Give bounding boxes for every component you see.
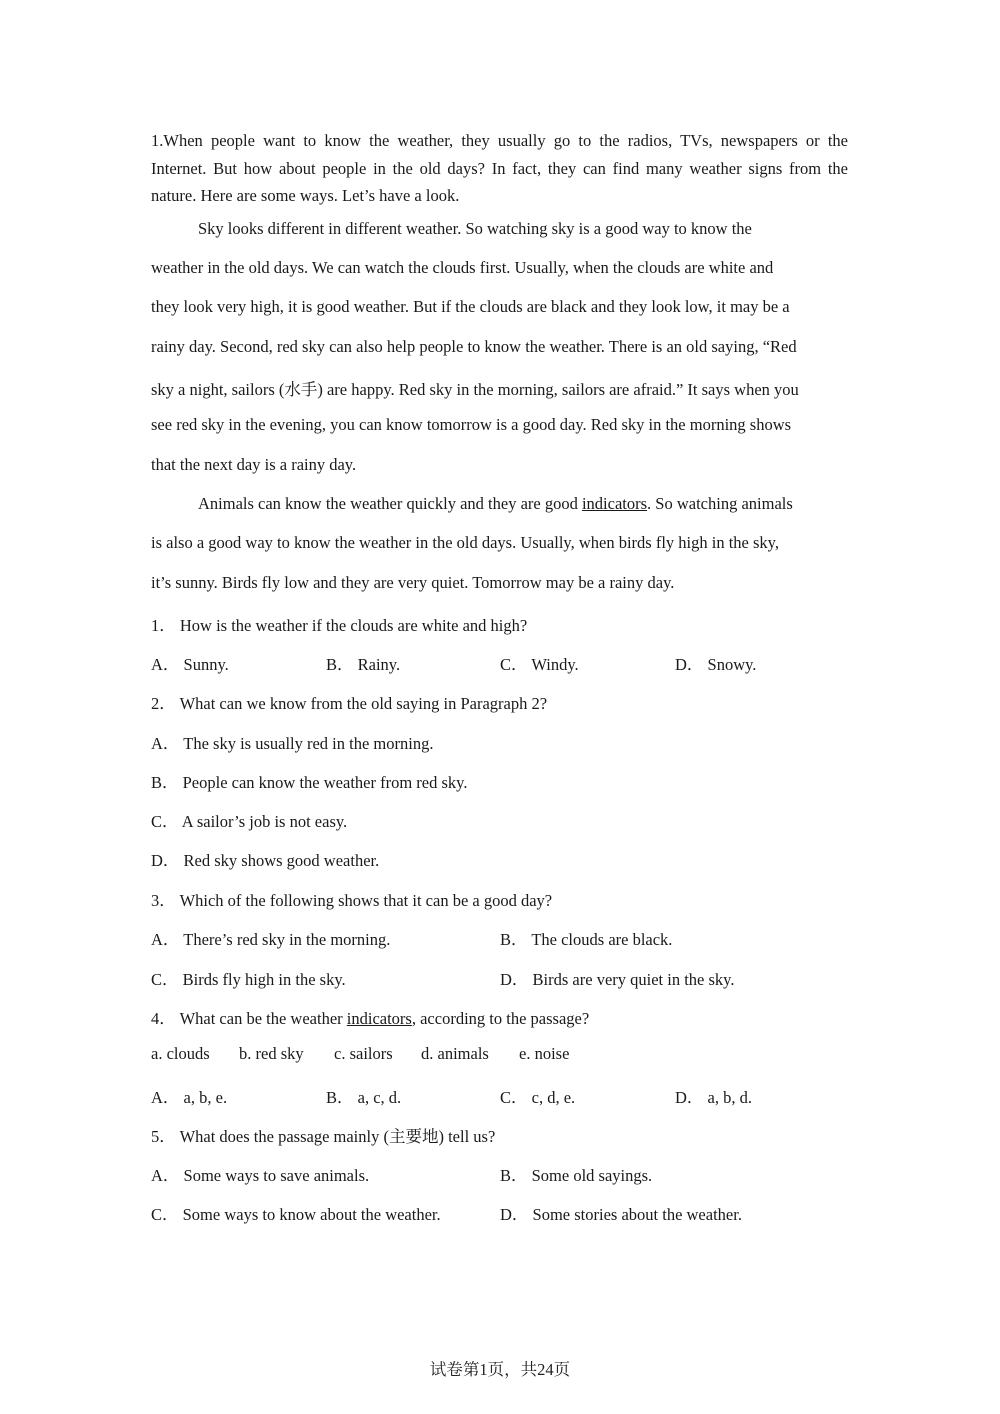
- passage-paragraph2-line: weather in the old days. We can watch the clouds first. Usually, when the clouds are white and: [151, 258, 774, 277]
- question-4-option-b[interactable]: B． a, c, d.: [326, 1088, 402, 1107]
- question-4-option-c[interactable]: C． c, d, e.: [500, 1088, 576, 1107]
- underlined-word-indicators: indicators: [346, 1009, 412, 1028]
- passage-intro-line: nature. Here are some ways. Let’s have a look.: [151, 186, 460, 205]
- passage-intro-line: 1.When people want to know the weather, they usually go to the radios, TVs, newspapers or the: [151, 131, 848, 150]
- question-5-option-b[interactable]: B． Some old sayings.: [500, 1166, 653, 1185]
- question-1-stem: 1． How is the weather if the clouds are white and high?: [151, 616, 528, 635]
- question-1-option-a[interactable]: A． Sunny.: [151, 655, 229, 674]
- question-4-stem: [151, 1005, 589, 1029]
- passage-paragraph3-line: it’s sunny. Birds fly low and they are very quiet. Tomorrow may be a rainy day.: [151, 573, 675, 592]
- question-4-choice-d: d. animals: [421, 1044, 489, 1063]
- passage-paragraph2-line: sky a night, sailors (水手) are happy. Red sky in the morning, sailors are afraid.” It says when you: [151, 380, 799, 399]
- question-3-option-d[interactable]: D． Birds are very quiet in the sky.: [500, 970, 735, 989]
- question-4-option-d[interactable]: D． a, b, d.: [675, 1088, 752, 1107]
- question-1-option-b[interactable]: B． Rainy.: [326, 655, 401, 674]
- question-5-option-d[interactable]: D． Some stories about the weather.: [500, 1205, 742, 1224]
- question-4-choice-c: c. sailors: [334, 1044, 393, 1063]
- question-5-stem: 5． What does the passage mainly (主要地) tell us?: [151, 1127, 496, 1146]
- question-4-choice-b: b. red sky: [239, 1044, 304, 1063]
- passage-paragraph2-line: Sky looks different in different weather. So watching sky is a good way to know the: [198, 219, 752, 238]
- question-2-option-b[interactable]: B． People can know the weather from red sky.: [151, 773, 468, 792]
- question-3-option-c[interactable]: C． Birds fly high in the sky.: [151, 970, 346, 989]
- question-4-choice-e: e. noise: [519, 1044, 570, 1063]
- underlined-word-indicators: indicators: [581, 494, 648, 513]
- question-2-option-c[interactable]: C． A sailor’s job is not easy.: [151, 812, 348, 831]
- question-5-option-a[interactable]: A． Some ways to save animals.: [151, 1166, 370, 1185]
- text-segment: 4． What can be the weather: [151, 1009, 347, 1028]
- passage-paragraph2-line: rainy day. Second, red sky can also help people to know the weather. There is an old saying, “Red: [151, 337, 797, 356]
- passage-paragraph3-line: [198, 494, 793, 514]
- question-2-stem: 2． What can we know from the old saying in Paragraph 2?: [151, 694, 548, 713]
- question-5-option-c[interactable]: C． Some ways to know about the weather.: [151, 1205, 441, 1224]
- question-3-option-a[interactable]: A． There’s red sky in the morning.: [151, 930, 391, 949]
- passage-paragraph2-line: that the next day is a rainy day.: [151, 455, 357, 474]
- page-number-footer: 试卷第1页，共24页: [429, 1360, 571, 1379]
- text-segment: . So watching animals: [647, 494, 793, 513]
- question-1-option-d[interactable]: D． Snowy.: [675, 655, 757, 674]
- passage-paragraph3-line: is also a good way to know the weather in the old days. Usually, when birds fly high in the sky,: [151, 533, 779, 552]
- question-2-option-a[interactable]: A． The sky is usually red in the morning.: [151, 734, 434, 753]
- passage-paragraph2-line: they look very high, it is good weather. But if the clouds are black and they look low, it may be a: [151, 297, 790, 316]
- passage-intro-line: Internet. But how about people in the old days? In fact, they can find many weather signs from the: [151, 159, 848, 178]
- text-segment: Animals can know the weather quickly and they are good: [198, 494, 582, 513]
- passage-paragraph2-line: see red sky in the evening, you can know tomorrow is a good day. Red sky in the morning shows: [151, 415, 792, 434]
- text-segment: , according to the passage?: [411, 1009, 590, 1028]
- question-4-option-a[interactable]: A． a, b, e.: [151, 1088, 228, 1107]
- question-2-option-d[interactable]: D． Red sky shows good weather.: [151, 851, 380, 870]
- question-3-stem: 3． Which of the following shows that it can be a good day?: [151, 891, 553, 910]
- question-1-option-c[interactable]: C． Windy.: [500, 655, 579, 674]
- question-4-choice-a: a. clouds: [151, 1044, 210, 1063]
- question-3-option-b[interactable]: B． The clouds are black.: [500, 930, 673, 949]
